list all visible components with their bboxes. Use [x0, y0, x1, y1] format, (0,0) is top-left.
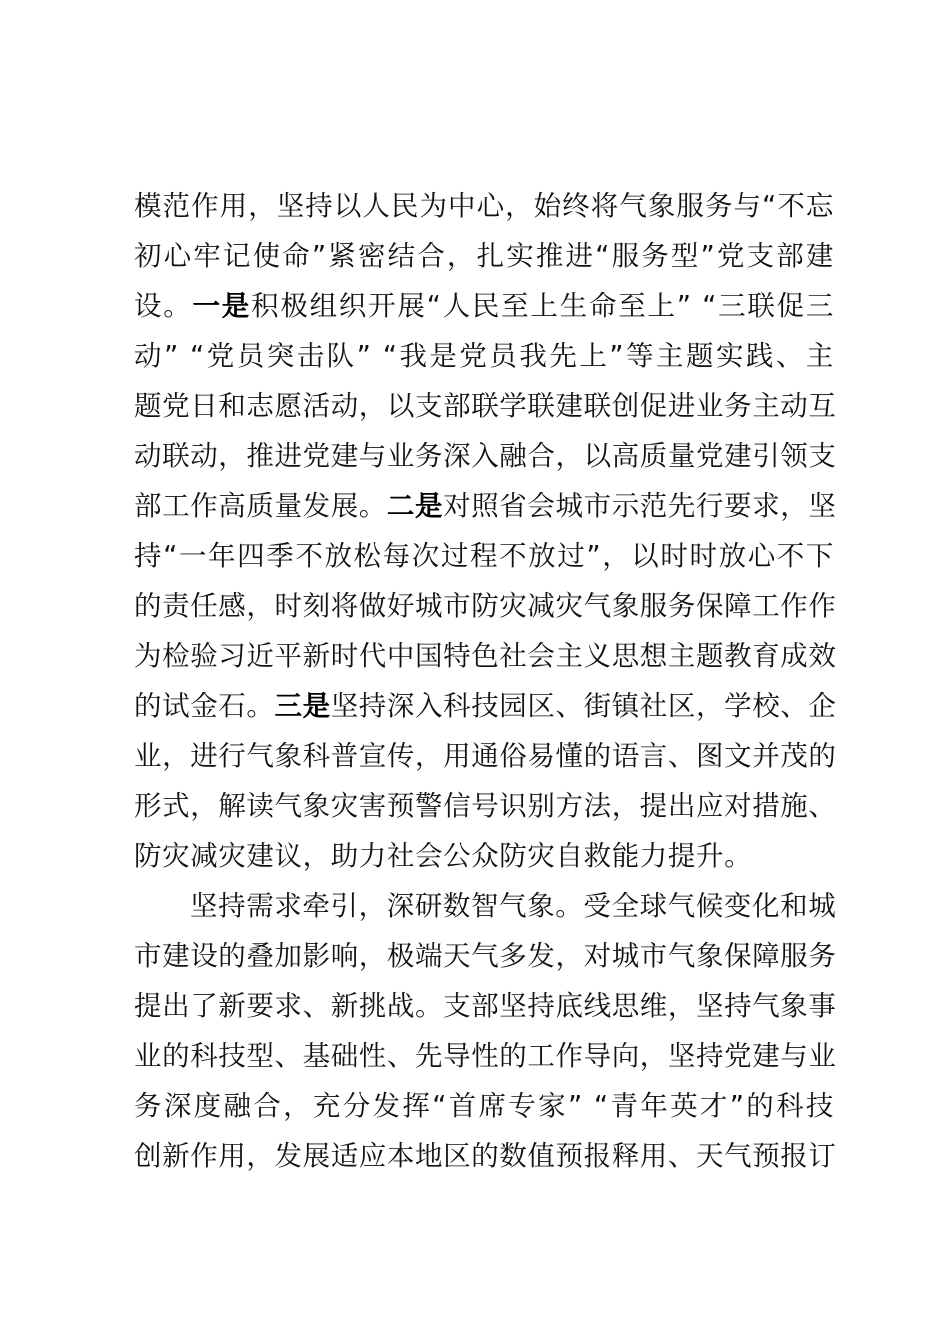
text-line: 模范作用，坚持以人民为中心，始终将气象服务与“不忘: [134, 190, 834, 222]
text-line: 提出了新要求、新挑战。支部坚持底线思维，坚持气象事: [134, 990, 837, 1022]
text-line: 防灾减灾建议，助力社会公众防灾自救能力提升。: [134, 840, 753, 872]
keyword-three: 三是: [274, 690, 331, 722]
text-line: 创新作用，发展适应本地区的数值预报释用、天气预报订: [134, 1140, 837, 1172]
text-line: 的责任感，时刻将做好城市防灾减灾气象服务保障工作作: [134, 590, 837, 622]
text-line: 为检验习近平新时代中国特色社会主义思想主题教育成效: [134, 640, 837, 672]
body-text: [134, 181, 837, 1181]
text-line: 动” “党员突击队” “我是党员我先上”等主题实践、主: [134, 340, 834, 372]
text-line: 坚持需求牵引，深研数智气象。受全球气候变化和城: [190, 890, 837, 922]
text-line: 业，进行气象科普宣传，用通俗易懂的语言、图文并茂的: [134, 740, 837, 772]
text-line: 市建设的叠加影响，极端天气多发，对城市气象保障服务: [134, 940, 837, 972]
text-line: 题党日和志愿活动，以支部联学联建联创促进业务主动互: [134, 390, 837, 422]
text-line: 初心牢记使命”紧密结合，扎实推进“服务型”党支部建: [134, 240, 834, 272]
text-line: [134, 481, 837, 531]
keyword-one: 一是: [192, 290, 252, 322]
text-segment: 的试金石。: [134, 690, 275, 722]
text-line: [134, 681, 837, 731]
text-segment: 积极组织开展“人民至上生命至上” “三联促三: [251, 290, 834, 322]
text-line: 动联动，推进党建与业务深入融合，以高质量党建引领支: [134, 440, 837, 472]
text-segment: 部工作高质量发展。: [134, 490, 387, 522]
text-line: 务深度融合，充分发挥“首席专家” “青年英才”的科技: [134, 1090, 834, 1122]
text-line: 持“一年四季不放松每次过程不放过”，以时时放心不下: [134, 540, 834, 572]
text-segment: 设。: [134, 290, 193, 322]
text-segment: 坚持深入科技园区、街镇社区，学校、企: [330, 690, 837, 722]
text-line: 业的科技型、基础性、先导性的工作导向，坚持党建与业: [134, 1040, 837, 1072]
text-line: [134, 281, 834, 331]
keyword-two: 二是: [386, 490, 444, 522]
text-line: 形式，解读气象灾害预警信号识别方法，提出应对措施、: [134, 790, 837, 822]
text-segment: 对照省会城市示范先行要求，坚: [443, 490, 837, 522]
